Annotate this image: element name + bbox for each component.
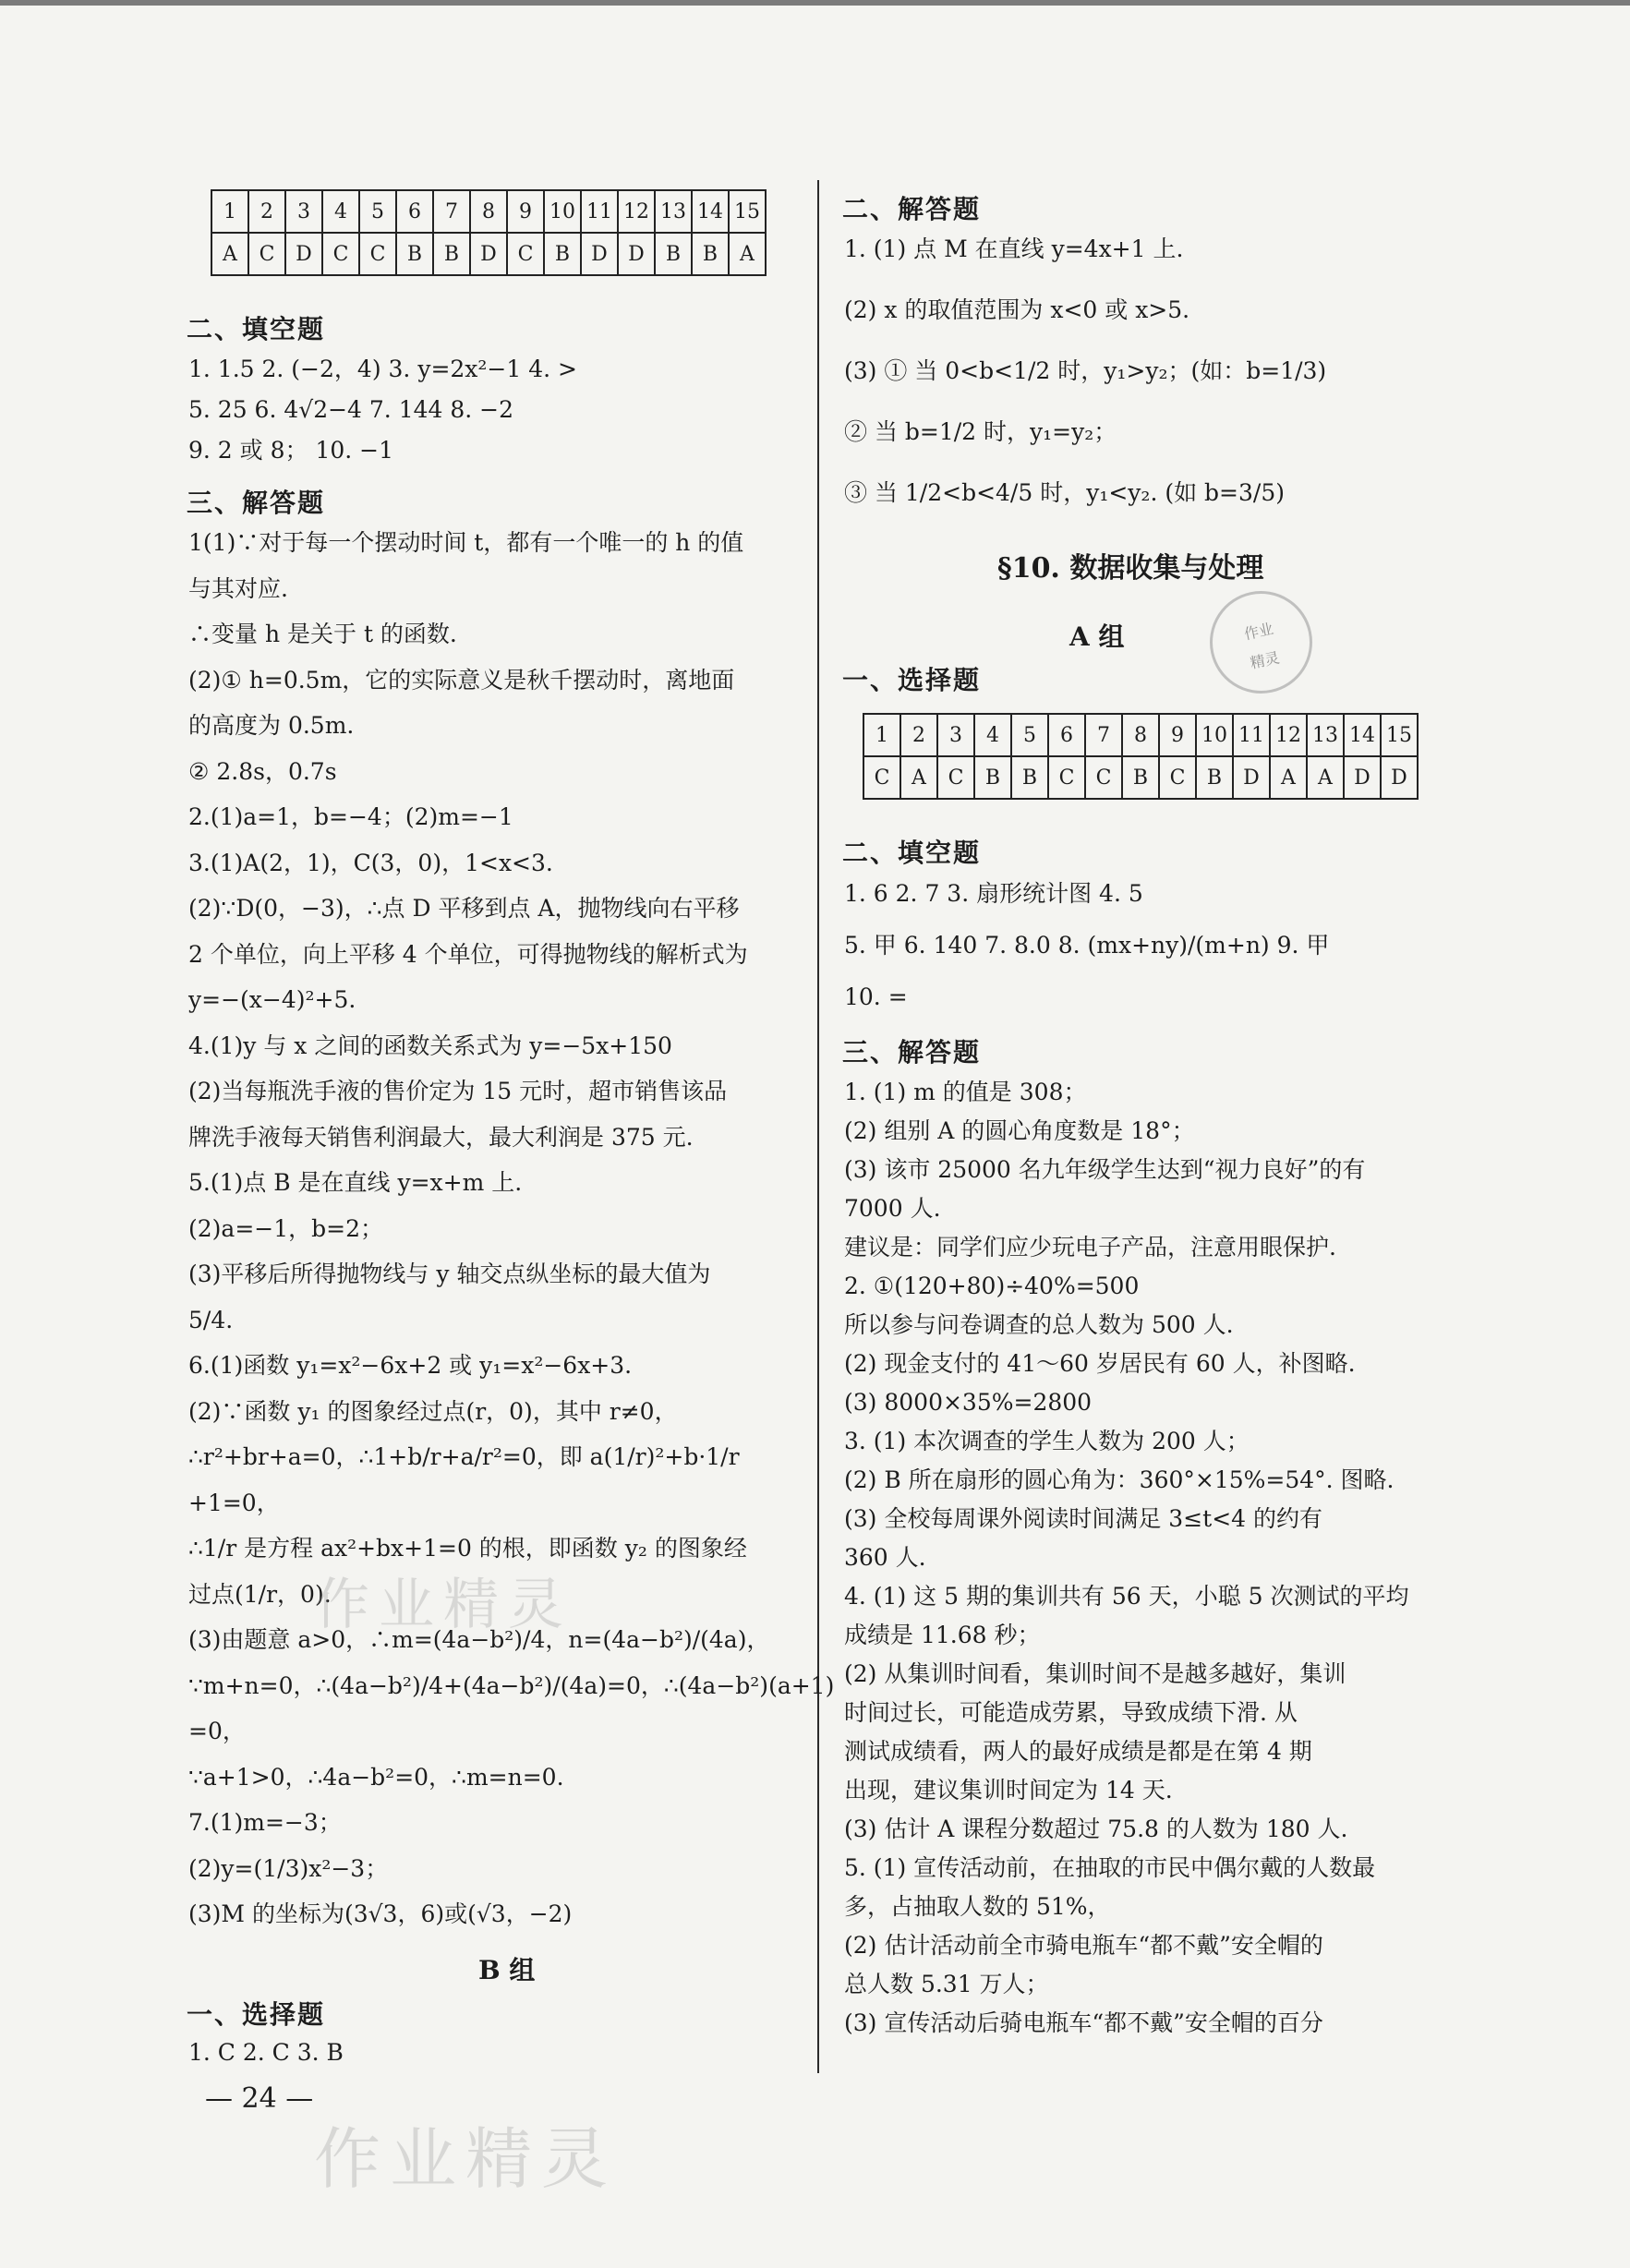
right-table-number-cell: 14 <box>1344 714 1381 756</box>
right-table-answer-cell: B <box>1011 756 1048 799</box>
solve-answer-line: 时间过长，可能造成劳累，导致成绩下滑. 从 <box>844 1699 1298 1726</box>
right-table-answer-cell: C <box>1048 756 1085 799</box>
solve-answer-line: 360 人. <box>844 1544 926 1571</box>
right-table-answer-cell: C <box>863 756 900 799</box>
solve-answer-line: (3) 8000×35%=2800 <box>844 1389 1093 1416</box>
right-table-number-cell: 4 <box>974 714 1011 756</box>
right-table-number-cell: 8 <box>1122 714 1159 756</box>
solve-answer-line: ∴变量 h 是关于 t 的函数. <box>188 621 457 647</box>
solve-answer-line: (3) 宣传活动后骑电瓶车“都不戴”安全帽的百分 <box>844 2009 1323 2036</box>
fill-heading-right: 二、填空题 <box>842 838 982 868</box>
solve-answer-line: 2 个单位，向上平移 4 个单位，可得抛物线的解析式为 <box>188 940 748 968</box>
left-table-answer-cell: B <box>544 233 581 275</box>
solve-answer-line: =0， <box>188 1718 246 1744</box>
left-table-number-cell: 8 <box>470 190 507 233</box>
solve-answer-line: 建议是：同学们应少玩电子产品，注意用眼保护. <box>844 1234 1336 1261</box>
right-table-number-cell: 11 <box>1233 714 1270 756</box>
solve-answer-line: 1. (1) m 的值是 308； <box>844 1079 1087 1105</box>
right-table-number-cell: 6 <box>1048 714 1085 756</box>
right-table-number-cell: 12 <box>1270 714 1307 756</box>
solve-answer-line: 出现，建议集训时间定为 14 天. <box>844 1777 1173 1804</box>
right-table-answer-cell: C <box>1159 756 1196 799</box>
fill-answer-line: 10. = <box>844 983 908 1010</box>
right-table-answer-cell: C <box>1085 756 1122 799</box>
right-table-answer-cell: B <box>974 756 1011 799</box>
right-table-answer-cell: C <box>937 756 974 799</box>
right-table-number-cell: 13 <box>1307 714 1344 756</box>
right-table-number-cell: 1 <box>863 714 900 756</box>
left-table-number-cell: 6 <box>396 190 433 233</box>
solve-answer-line: 2.(1)a=1，b=−4；(2)m=−1 <box>188 803 513 830</box>
solve-answer-line: (2)∵函数 y₁ 的图象经过点(r，0)，其中 r≠0， <box>188 1397 678 1425</box>
right-table-answer-cell: D <box>1381 756 1418 799</box>
solve-answer-line: (3) 估计 A 课程分数超过 75.8 的人数为 180 人. <box>844 1816 1348 1842</box>
solve-answer-line: 所以参与问卷调查的总人数为 500 人. <box>844 1311 1234 1338</box>
right-table-answer-cell: B <box>1122 756 1159 799</box>
left-table-number-cell: 2 <box>248 190 285 233</box>
solve-answer-line: ∵a+1>0，∴4a−b²=0，∴m=n=0. <box>188 1763 564 1791</box>
left-table-answer-cell: B <box>692 233 729 275</box>
solve-answer-line: 4. (1) 这 5 期的集训共有 56 天，小聪 5 次测试的平均 <box>844 1583 1409 1610</box>
left-table-number-cell: 4 <box>322 190 359 233</box>
right-table-number-cell: 2 <box>900 714 937 756</box>
left-table-number-cell: 14 <box>692 190 729 233</box>
solve-answer-line: ∵m+n=0，∴(4a−b²)/4+(4a−b²)/(4a)=0，∴(4a−b²)(a+1) <box>188 1671 835 1699</box>
left-answer-table <box>211 189 767 276</box>
solve-answer-line: 5.(1)点 B 是在直线 y=x+m 上. <box>188 1169 523 1196</box>
watermark-mid: 作业精灵 <box>314 1573 573 1637</box>
solve-answer-line: (2) 从集训时间看，集训时间不是越多越好，集训 <box>844 1660 1346 1687</box>
solve-answer-line: 与其对应. <box>188 574 288 602</box>
solve-answer-line: ② 当 b=1/2 时，y₁=y₂； <box>844 418 1117 445</box>
solve-answer-line: (2) 估计活动前全市骑电瓶车“都不戴”安全帽的 <box>844 1932 1323 1959</box>
solve-answer-line: (2)∵D(0，−3)，∴点 D 平移到点 A，抛物线向右平移 <box>188 895 740 922</box>
solve-answer-line: 2. ①(120+80)÷40%=500 <box>844 1273 1140 1299</box>
solve-answer-line: 5/4. <box>188 1306 234 1333</box>
left-table-answer-cell: C <box>322 233 359 275</box>
left-table-answer-cell: C <box>248 233 285 275</box>
solve-answer-line: (2)当每瓶洗手液的售价定为 15 元时，超市销售该品 <box>188 1078 728 1104</box>
right-table-number-cell: 5 <box>1011 714 1048 756</box>
right-table-answer-cell: B <box>1196 756 1233 799</box>
solve-answer-line: (3) 全校每周课外阅读时间满足 3≤t<4 的约有 <box>844 1505 1323 1532</box>
fill-answer-line: 5. 甲 6. 140 7. 8.0 8. (mx+ny)/(m+n) 9. 甲 <box>844 932 1330 959</box>
solve-answer-line: (2) B 所在扇形的圆心角为：360°×15%=54°. 图略. <box>844 1466 1395 1493</box>
solve-answer-line: (3) 该市 25000 名九年级学生达到“视力良好”的有 <box>844 1156 1366 1183</box>
solve-answer-line: (2)a=−1，b=2； <box>188 1214 383 1242</box>
solve-answer-line: 1. (1) 点 M 在直线 y=4x+1 上. <box>844 235 1184 262</box>
solve-answer-line: 总人数 5.31 万人； <box>844 1971 1049 1997</box>
solve-answer-line: ∴1/r 是方程 ax²+bx+1=0 的根，即函数 y₂ 的图象经 <box>188 1535 747 1562</box>
stamp-seal: 作业 精灵 <box>1201 582 1322 704</box>
left-table-number-cell: 12 <box>618 190 655 233</box>
group-a-title: A 组 <box>1069 621 1125 652</box>
right-table-answer-cell: A <box>900 756 937 799</box>
solve-answer-line: +1=0， <box>188 1489 280 1516</box>
solve2-heading-right: 三、解答题 <box>842 1037 982 1068</box>
section-title: §10. 数据收集与处理 <box>997 552 1264 585</box>
fill-answer-line: 5. 25 6. 4√2−4 7. 144 8. −2 <box>188 396 514 423</box>
left-table-number-cell: 11 <box>581 190 618 233</box>
left-table-number-cell: 7 <box>433 190 470 233</box>
right-table-number-cell: 3 <box>937 714 974 756</box>
solve-answer-line: ∴r²+br+a=0，∴1+b/r+a/r²=0，即 a(1/r)²+b·1/r <box>188 1443 740 1470</box>
left-table-answer-cell: B <box>655 233 692 275</box>
left-table-number-cell: 15 <box>729 190 766 233</box>
solve-answer-line: 牌洗手液每天销售利润最大，最大利润是 375 元. <box>188 1123 694 1151</box>
fill-answer-line: 1. 6 2. 7 3. 扇形统计图 4. 5 <box>844 880 1143 907</box>
left-table-number-cell: 5 <box>359 190 396 233</box>
solve-answer-line: 4.(1)y 与 x 之间的函数关系式为 y=−5x+150 <box>188 1031 672 1059</box>
left-table-number-cell: 3 <box>285 190 322 233</box>
fill-answer-line: 1. 1.5 2. (−2，4) 3. y=2x²−1 4. > <box>188 356 577 382</box>
choice-heading-b: 一、选择题 <box>187 1999 326 2030</box>
left-table-answer-cell: C <box>507 233 544 275</box>
page-number: — 24 — <box>205 2082 314 2115</box>
right-table-answer-cell: D <box>1233 756 1270 799</box>
fill-heading: 二、填空题 <box>187 314 326 344</box>
left-table-number-cell: 13 <box>655 190 692 233</box>
watermark-bottom: 作业精灵 <box>314 2120 618 2198</box>
solve-heading: 三、解答题 <box>187 488 326 518</box>
solve-answer-line: 测试成绩看，两人的最好成绩是都是在第 4 期 <box>844 1738 1312 1765</box>
solve-answer-line: ② 2.8s，0.7s <box>188 757 337 785</box>
right-table-number-cell: 10 <box>1196 714 1233 756</box>
solve-answer-line: (2) 组别 A 的圆心角度数是 18°； <box>844 1117 1195 1144</box>
solve-answer-line: (2) 现金支付的 41～60 岁居民有 60 人，补图略. <box>844 1350 1356 1377</box>
solve-answer-line: 的高度为 0.5m. <box>188 712 355 739</box>
solve-answer-line: 5. (1) 宣传活动前，在抽取的市民中偶尔戴的人数最 <box>844 1854 1376 1881</box>
solve-answer-line: y=−(x−4)²+5. <box>188 986 356 1013</box>
right-table-number-cell: 7 <box>1085 714 1122 756</box>
left-table-number-cell: 1 <box>211 190 248 233</box>
fill-answer-line: 9. 2 或 8； 10. −1 <box>188 437 394 464</box>
right-answer-table <box>863 713 1419 800</box>
solve-heading-right: 二、解答题 <box>842 194 982 224</box>
right-table-answer-cell: A <box>1270 756 1307 799</box>
scan-edge <box>0 0 1630 6</box>
group-b-title: B 组 <box>478 1955 536 1985</box>
solve-answer-line: (2) x 的取值范围为 x<0 或 x>5. <box>844 296 1190 323</box>
choice-heading-a: 一、选择题 <box>842 665 982 695</box>
left-table-answer-cell: D <box>470 233 507 275</box>
solve-answer-line: (3) ① 当 0<b<1/2 时，y₁>y₂；(如：b=1/3) <box>844 357 1327 384</box>
right-table-answer-cell: D <box>1344 756 1381 799</box>
right-table-number-cell: 15 <box>1381 714 1418 756</box>
solve-answer-line: 过点(1/r，0). <box>188 1580 332 1608</box>
column-divider <box>817 180 819 2073</box>
solve-answer-line: 成绩是 11.68 秒； <box>844 1622 1041 1648</box>
left-table-answer-cell: B <box>396 233 433 275</box>
solve-answer-line: ③ 当 1/2<b<4/5 时，y₁<y₂. (如 b=3/5) <box>844 479 1285 506</box>
left-table-answer-cell: D <box>618 233 655 275</box>
solve-answer-line: (3)由题意 a>0，∴m=(4a−b²)/4，n=(4a−b²)/(4a)， <box>188 1626 770 1653</box>
solve-answer-line: 6.(1)函数 y₁=x²−6x+2 或 y₁=x²−6x+3. <box>188 1352 633 1379</box>
solve-answer-line: 3. (1) 本次调查的学生人数为 200 人； <box>844 1428 1250 1454</box>
solve-answer-line: 3.(1)A(2，1)，C(3，0)，1<x<3. <box>188 849 553 876</box>
solve-answer-line: 7000 人. <box>844 1195 941 1222</box>
left-table-answer-cell: C <box>359 233 396 275</box>
left-table-number-cell: 9 <box>507 190 544 233</box>
solve-answer-line: 7.(1)m=−3； <box>188 1809 342 1836</box>
left-table-answer-cell: D <box>285 233 322 275</box>
right-table-answer-cell: A <box>1307 756 1344 799</box>
left-table-answer-cell: A <box>729 233 766 275</box>
solve-answer-line: (2)y=(1/3)x²−3； <box>188 1854 389 1882</box>
solve-answer-line: 多，占抽取人数的 51%， <box>844 1893 1111 1920</box>
left-table-answer-cell: D <box>581 233 618 275</box>
solve-answer-line: (2)① h=0.5m，它的实际意义是秋千摆动时，离地面 <box>188 666 735 694</box>
choice-answers-b: 1. C 2. C 3. B <box>188 2039 344 2066</box>
right-table-number-cell: 9 <box>1159 714 1196 756</box>
left-table-answer-cell: A <box>211 233 248 275</box>
solve-answer-line: 1(1)∵对于每一个摆动时间 t，都有一个唯一的 h 的值 <box>188 529 744 556</box>
solve-answer-line: (3)M 的坐标为(3√3，6)或(√3，−2) <box>188 1900 573 1927</box>
solve-answer-line: (3)平移后所得抛物线与 y 轴交点纵坐标的最大值为 <box>188 1261 711 1287</box>
left-table-answer-cell: B <box>433 233 470 275</box>
left-table-number-cell: 10 <box>544 190 581 233</box>
